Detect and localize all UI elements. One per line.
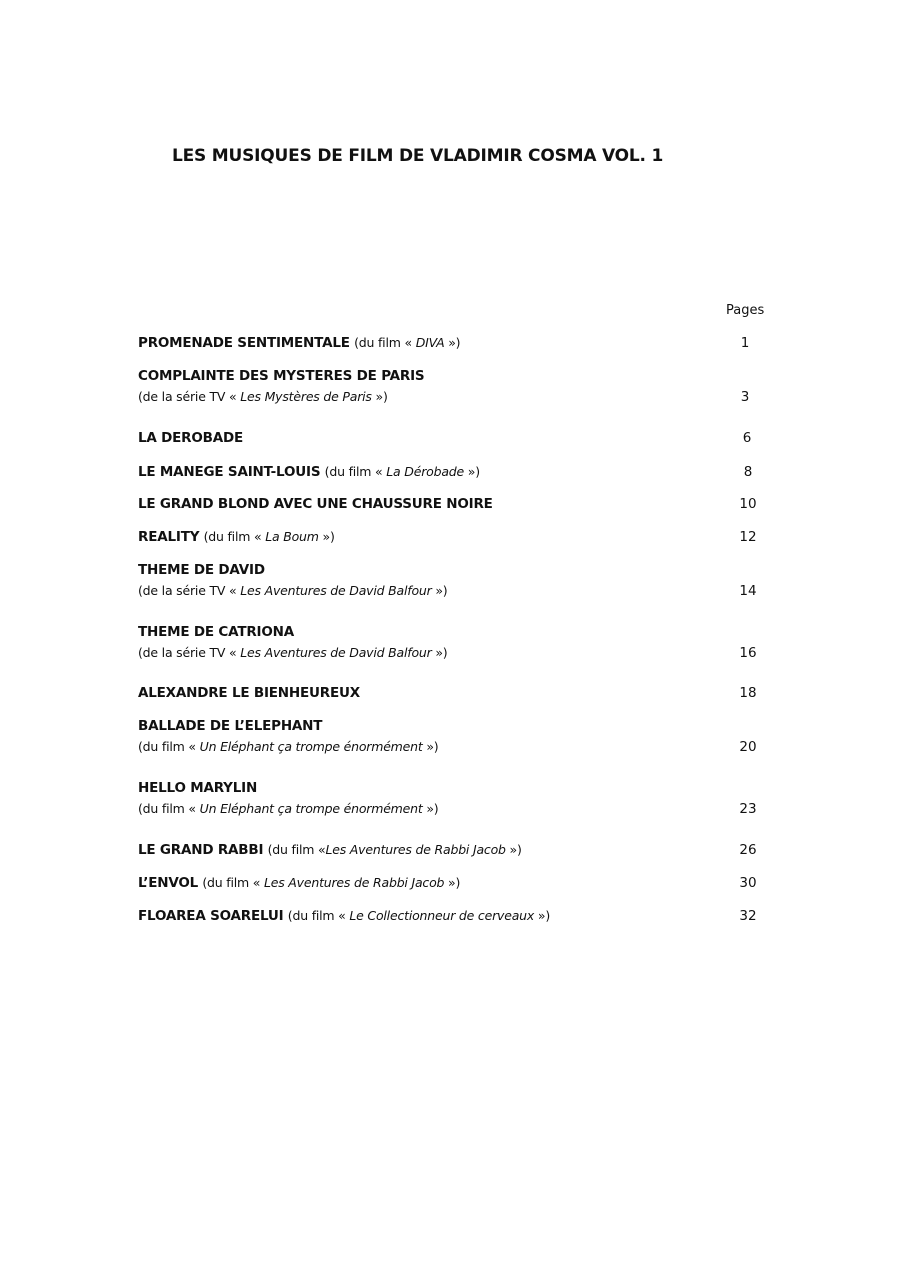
entry-suffix: ») bbox=[431, 645, 448, 660]
entry-title: PROMENADE SENTIMENTALE bbox=[138, 335, 350, 351]
entry-title: LE MANEGE SAINT-LOUIS bbox=[138, 464, 321, 480]
entry-title: THEME DE CATRIONA bbox=[138, 624, 294, 640]
entry-suffix: ») bbox=[318, 529, 335, 544]
entry-prefix: (du film « bbox=[267, 842, 326, 857]
entry-page-number: 1 bbox=[740, 335, 750, 351]
toc-entry bbox=[138, 562, 778, 599]
toc-entry bbox=[138, 875, 778, 891]
entry-title: LE GRAND RABBI bbox=[138, 842, 264, 858]
entry-suffix: ») bbox=[444, 335, 461, 350]
toc-entry bbox=[138, 908, 778, 924]
toc-entry bbox=[138, 368, 778, 405]
entry-suffix: ») bbox=[422, 739, 439, 754]
toc-entry bbox=[138, 842, 778, 858]
entry-suffix: ») bbox=[505, 842, 522, 857]
entry-work: Les Mystères de Paris bbox=[240, 389, 372, 404]
entry-suffix: ») bbox=[422, 801, 439, 816]
entry-page-number: 6 bbox=[742, 430, 752, 446]
entry-title: REALITY bbox=[138, 529, 200, 545]
entry-suffix: ») bbox=[431, 583, 448, 598]
entry-work: Les Aventures de David Balfour bbox=[240, 645, 432, 660]
toc-entry bbox=[138, 780, 778, 817]
entry-prefix: (de la série TV « bbox=[138, 645, 241, 660]
entry-page-number: 8 bbox=[743, 464, 753, 480]
entry-title: THEME DE DAVID bbox=[138, 562, 265, 578]
entry-prefix: (du film « bbox=[324, 464, 387, 479]
toc-entry bbox=[138, 529, 778, 545]
entry-suffix: ») bbox=[464, 464, 480, 479]
entry-suffix: ») bbox=[534, 908, 550, 923]
entry-work: Les Aventures de Rabbi Jacob bbox=[325, 842, 506, 857]
toc-entry bbox=[138, 464, 778, 480]
toc-entry bbox=[138, 335, 778, 351]
entry-page-number: 10 bbox=[739, 496, 757, 512]
entry-page-number: 14 bbox=[739, 583, 757, 599]
entry-title: L’ENVOL bbox=[138, 875, 199, 891]
entry-prefix: (du film « bbox=[138, 739, 200, 754]
entry-work: La Dérobade bbox=[386, 464, 465, 479]
entry-page-number: 3 bbox=[740, 389, 750, 405]
entry-work: La Boum bbox=[265, 529, 319, 544]
entry-page-number: 30 bbox=[739, 875, 757, 891]
entry-title: LA DEROBADE bbox=[138, 430, 244, 446]
entry-prefix: (du film « bbox=[354, 335, 416, 350]
entry-prefix: (de la série TV « bbox=[138, 583, 241, 598]
page-title: LES MUSIQUES DE FILM DE VLADIMIR COSMA VOL. 1 bbox=[172, 146, 664, 166]
entry-page-number: 23 bbox=[739, 801, 757, 817]
toc-entry bbox=[138, 430, 778, 446]
entry-work: DIVA bbox=[415, 335, 445, 350]
entry-prefix: (du film « bbox=[138, 801, 200, 816]
entry-suffix: ») bbox=[444, 875, 461, 890]
entry-title: COMPLAINTE DES MYSTERES DE PARIS bbox=[138, 368, 425, 384]
entry-title: BALLADE DE L’ELEPHANT bbox=[138, 718, 323, 734]
entry-prefix: (du film « bbox=[202, 875, 264, 890]
entry-title: HELLO MARYLIN bbox=[138, 780, 258, 796]
entry-prefix: (du film « bbox=[203, 529, 266, 544]
entry-page-number: 12 bbox=[739, 529, 757, 545]
entry-work: Les Aventures de Rabbi Jacob bbox=[263, 875, 445, 890]
entry-title: FLOAREA SOARELUI bbox=[138, 908, 284, 924]
entry-page-number: 20 bbox=[739, 739, 757, 755]
pages-column-header: Pages bbox=[726, 303, 765, 318]
entry-page-number: 16 bbox=[739, 645, 757, 661]
toc-entry bbox=[138, 685, 778, 701]
entry-title: ALEXANDRE LE BIENHEUREUX bbox=[138, 685, 360, 701]
toc-entry bbox=[138, 496, 778, 512]
entry-page-number: 26 bbox=[739, 842, 757, 858]
entry-prefix: (de la série TV « bbox=[138, 389, 241, 404]
entry-work: Le Collectionneur de cerveaux bbox=[349, 908, 535, 923]
toc-entry bbox=[138, 718, 778, 755]
entry-work: Les Aventures de David Balfour bbox=[240, 583, 432, 598]
entry-page-number: 32 bbox=[739, 908, 757, 924]
entry-work: Un Eléphant ça trompe énormément bbox=[199, 739, 423, 754]
entry-title: LE GRAND BLOND AVEC UNE CHAUSSURE NOIRE bbox=[138, 496, 493, 512]
entry-suffix: ») bbox=[371, 389, 388, 404]
toc-entry bbox=[138, 624, 778, 661]
entry-prefix: (du film « bbox=[287, 908, 350, 923]
entry-page-number: 18 bbox=[739, 685, 757, 701]
entry-work: Un Eléphant ça trompe énormément bbox=[199, 801, 423, 816]
